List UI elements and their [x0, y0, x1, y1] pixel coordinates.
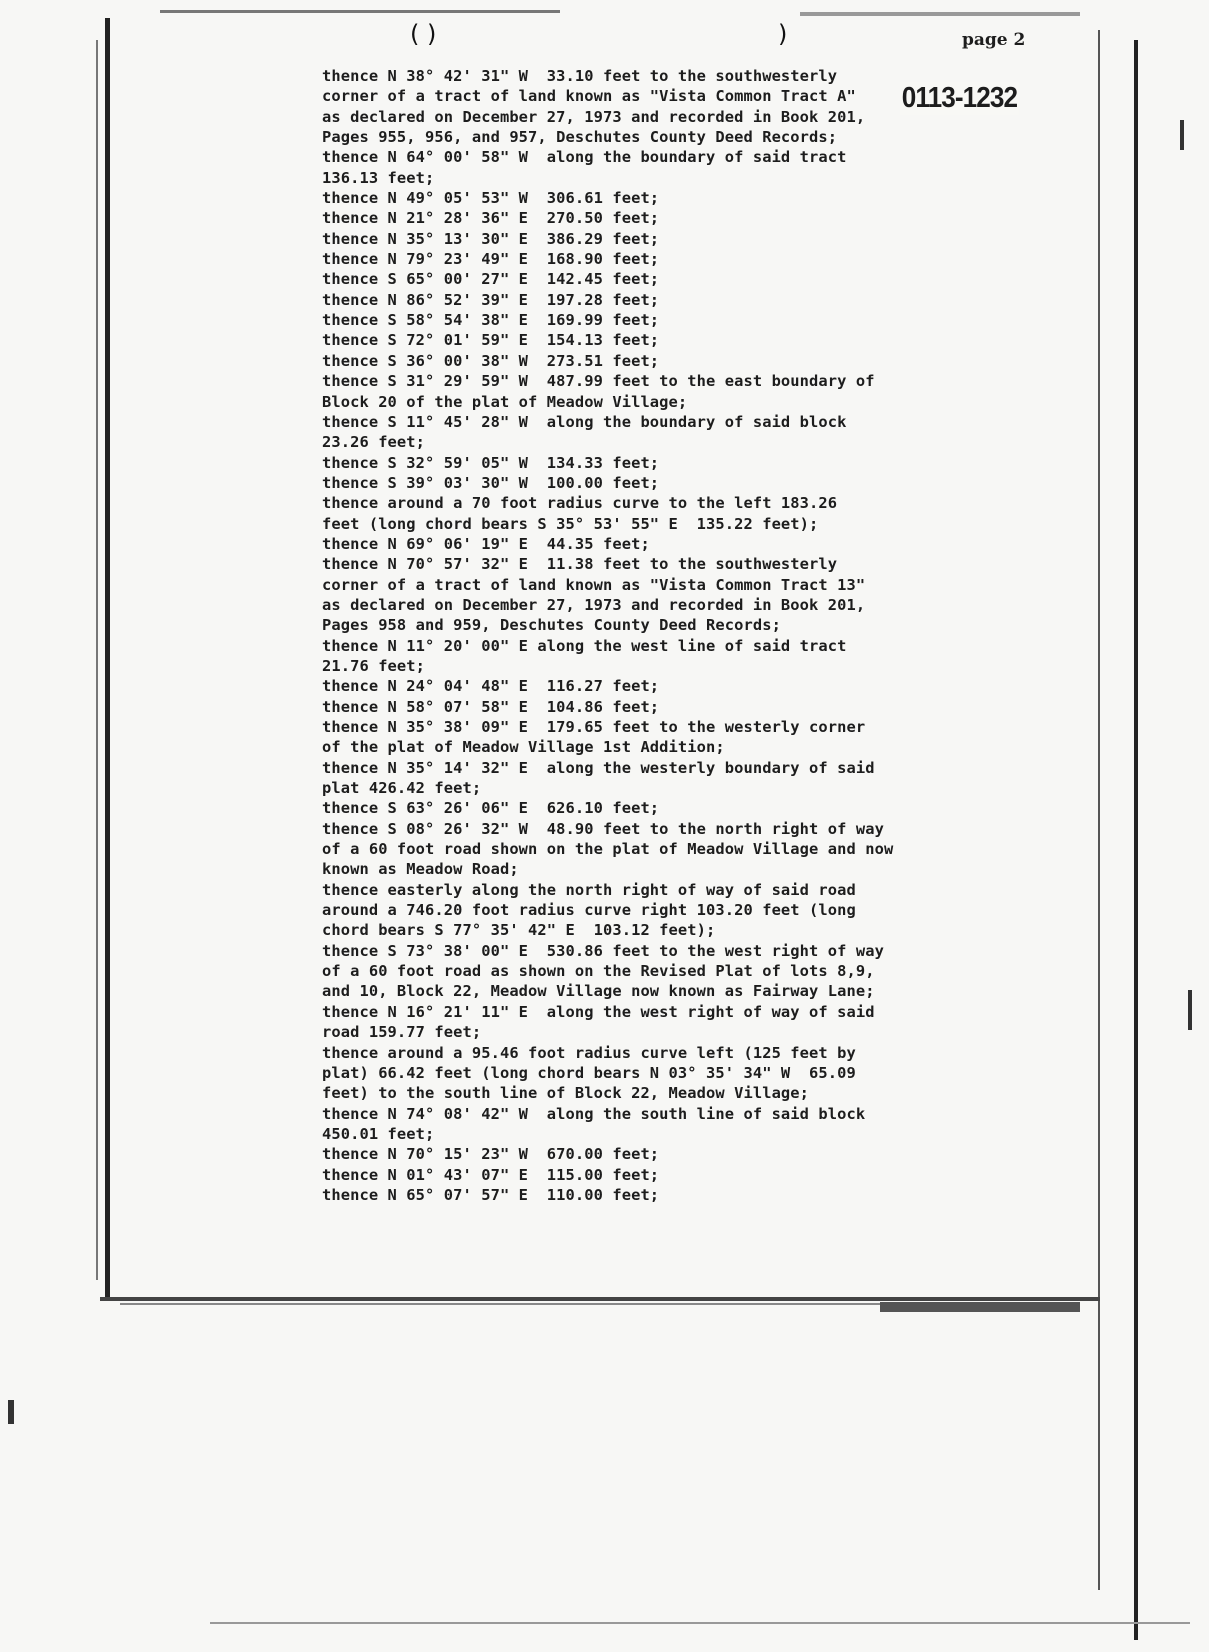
text-line: thence S 72° 01' 59" E 154.13 feet; [322, 331, 660, 350]
text-line: thence around a 70 foot radius curve to the left 183.26 [322, 494, 838, 513]
text-line: thence N 35° 13' 30" E 386.29 feet; [322, 229, 660, 248]
text-line: thence N 38° 42' 31" W 33.10 feet to the southwesterly [322, 67, 838, 85]
text-line: plat 426.42 feet; [322, 779, 482, 798]
text-line: as declared on December 27, 1973 and recorded in Book 201, [322, 107, 866, 126]
text-line: Block 20 of the plat of Meadow Village; [322, 392, 688, 411]
text-line: around a 746.20 foot radius curve right 103.20 feet (long [322, 901, 856, 920]
page-edge-left-inner [96, 40, 98, 1280]
text-line: chord bears S 77° 35' 42" E 103.12 feet); [322, 921, 716, 940]
text-line: thence S 65° 00' 27" E 142.45 feet; [322, 270, 660, 289]
edge-artifact [8, 1400, 14, 1424]
text-line: thence S 11° 45' 28" W along the boundary of said block [322, 412, 847, 431]
scan-artifact-top-right [800, 12, 1080, 16]
scan-artifact-top [160, 10, 560, 13]
edge-artifact [1188, 990, 1192, 1030]
scan-artifact-bottom [210, 1622, 1190, 1624]
text-line: thence N 74° 08' 42" W along the south line of said block [322, 1104, 866, 1123]
text-line: thence N 21° 28' 36" E 270.50 feet; [322, 209, 660, 228]
text-line: thence N 70° 15' 23" W 670.00 feet; [322, 1145, 660, 1164]
paren-mark-right: ) [778, 20, 788, 48]
text-line: thence N 65° 07' 57" E 110.00 feet; [322, 1185, 660, 1204]
text-line: thence N 69° 06' 19" E 44.35 feet; [322, 534, 650, 553]
text-line: 450.01 feet; [322, 1124, 435, 1143]
text-line: and 10, Block 22, Meadow Village now known as Fairway Lane; [322, 982, 875, 1001]
text-line: corner of a tract of land known as "Vista Common Tract 13" [322, 575, 866, 594]
text-line: thence N 70° 57' 32" E 11.38 feet to the southwesterly [322, 555, 838, 574]
text-line: thence N 35° 14' 32" E along the westerly boundary of said [322, 758, 875, 777]
edge-artifact [1180, 120, 1184, 150]
text-line: thence N 35° 38' 09" E 179.65 feet to the westerly corner [322, 718, 866, 736]
text-line: 136.13 feet; [322, 168, 435, 187]
text-line: thence S 32° 59' 05" W 134.33 feet; [322, 453, 660, 472]
text-line: thence N 16° 21' 11" E along the west right of way of said [322, 1002, 875, 1021]
legal-description-body [322, 66, 962, 1205]
text-line: thence N 79° 23' 49" E 168.90 feet; [322, 250, 660, 269]
text-line: thence N 49° 05' 53" W 306.61 feet; [322, 189, 660, 208]
text-line: thence S 08° 26' 32" W 48.90 feet to the north right of way [322, 819, 884, 838]
text-line: 21.76 feet; [322, 656, 426, 675]
text-line: of the plat of Meadow Village 1st Addition; [322, 738, 725, 757]
text-line: thence around a 95.46 foot radius curve left (125 feet by [322, 1043, 856, 1062]
text-line: thence S 36° 00' 38" W 273.51 feet; [322, 351, 660, 370]
text-line: of a 60 foot road shown on the plat of Meadow Village and now [322, 840, 894, 859]
text-line: thence easterly along the north right of way of said road [322, 880, 856, 899]
text-line: thence N 11° 20' 00" E along the west line of said tract [322, 636, 847, 655]
text-line: plat) 66.42 feet (long chord bears N 03° 35' 34" W 65.09 [322, 1063, 856, 1082]
bottom-rule [100, 1297, 1100, 1301]
text-line: feet (long chord bears S 35° 53' 55" E 135.22 feet); [322, 514, 819, 533]
page-number-label: page 2 [962, 30, 1026, 50]
page-edge-right-inner [1098, 30, 1100, 1590]
text-line: thence N 01° 43' 07" E 115.00 feet; [322, 1165, 660, 1184]
text-line: road 159.77 feet; [322, 1023, 482, 1042]
text-line: thence S 58° 54' 38" E 169.99 feet; [322, 311, 660, 330]
text-line: thence N 24° 04' 48" E 116.27 feet; [322, 677, 660, 696]
text-line: thence N 58° 07' 58" E 104.86 feet; [322, 697, 660, 716]
page-edge-right [1134, 40, 1138, 1640]
text-line: known as Meadow Road; [322, 860, 519, 879]
recording-number-stamp: 0113-1232 [901, 82, 1018, 114]
text-line: corner of a tract of land known as "Vista Common Tract A" [322, 87, 856, 106]
text-line: Pages 955, 956, and 957, Deschutes County Deed Records; [322, 128, 838, 147]
page-edge-left [105, 18, 110, 1298]
text-line: thence N 86° 52' 39" E 197.28 feet; [322, 290, 660, 309]
text-line: feet) to the south line of Block 22, Meadow Village; [322, 1084, 810, 1103]
text-line: thence S 73° 38' 00" E 530.86 feet to the west right of way [322, 941, 884, 960]
text-line: of a 60 foot road as shown on the Revised Plat of lots 8,9, [322, 962, 875, 981]
paren-mark-left: ( ) [410, 20, 437, 48]
text-line: thence S 31° 29' 59" W 487.99 feet to the east boundary of [322, 372, 875, 391]
text-line: thence S 39° 03' 30" W 100.00 feet; [322, 473, 660, 492]
text-line: 23.26 feet; [322, 433, 426, 452]
text-line: thence S 63° 26' 06" E 626.10 feet; [322, 799, 660, 818]
text-line: as declared on December 27, 1973 and recorded in Book 201, [322, 595, 866, 614]
scan-smudge [880, 1302, 1080, 1312]
text-line: thence N 64° 00' 58" W along the boundary of said tract [322, 148, 847, 167]
text-line: Pages 958 and 959, Deschutes County Deed Records; [322, 616, 781, 635]
